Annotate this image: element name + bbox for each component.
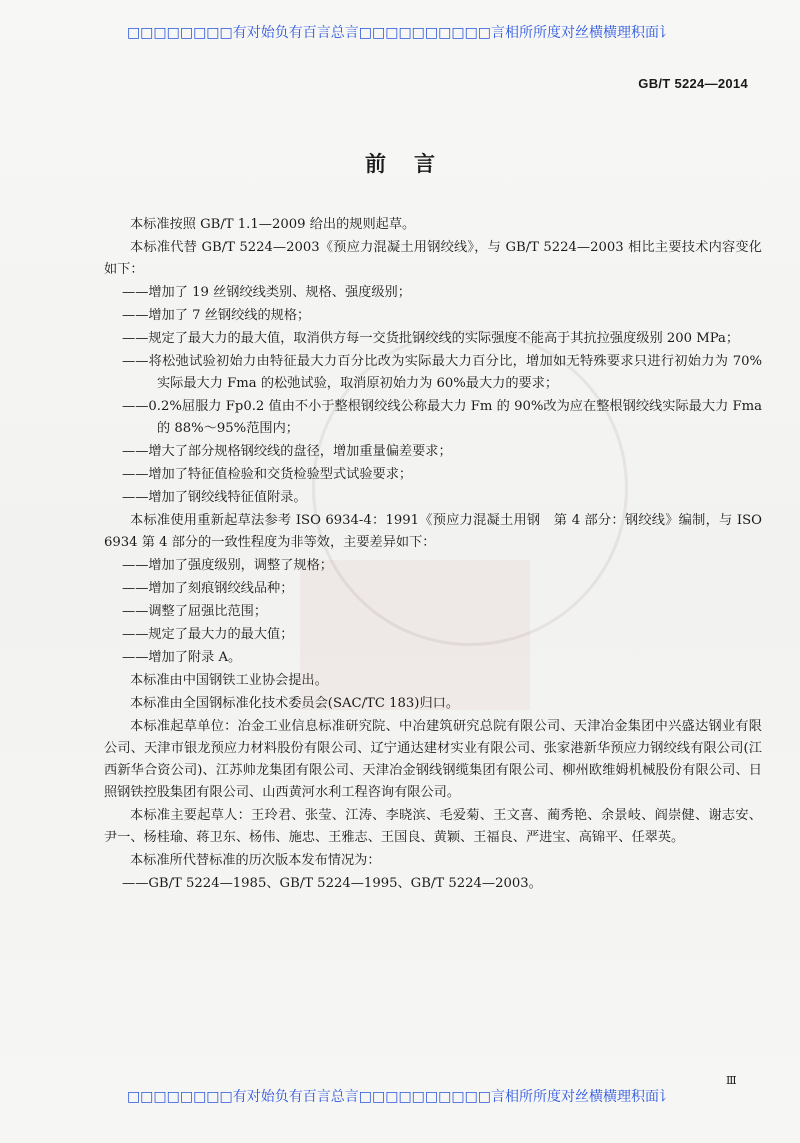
change-item: ——0.2%屈服力 Fp0.2 值由不小于整根钢绞线公称最大力 Fm 的 90%改为应在整根钢绞线实际最大力 Fma 的 88%～95%范围内；: [122, 399, 762, 436]
change-item: ——增加了钢绞线特征值附录。: [122, 490, 307, 505]
change-item: ——将松弛试验初始力由特征最大力百分比改为实际最大力百分比，增加如无特殊要求只进行初始力为 70%实际最大力 Fma 的松弛试验，取消原初始力为 60%最大力的要求；: [122, 354, 762, 391]
paragraph-replacement: 本标准代替 GB/T 5224—2003《预应力混凝土用钢绞线》，与 GB/T 5224—2003 相比主要技术内容变化如下：: [104, 240, 762, 277]
difference-item: ——规定了最大力的最大值；: [122, 627, 294, 642]
standard-code: GB/T 5224—2014: [638, 76, 748, 91]
difference-item: ——调整了屈强比范围；: [122, 604, 268, 619]
paragraph-drafting-units: 本标准起草单位：冶金工业信息标准研究院、中冶建筑研究总院有限公司、天津冶金集团中兴盛达钢业有限公司、天津市银龙预应力材料股份有限公司、辽宁通达建材实业有限公司、张家港新华预应力钢绞线有限公司(江西新华合资公司)、江苏帅龙集团有限公司、天津冶金钢线钢缆集团有限公司、柳州欧维姆机械股份有限公司、日照钢铁控股集团有限公司、山西黄河水利工程咨询有限公司。: [104, 719, 762, 800]
paragraph-history: 本标准所代替标准的历次版本发布情况为：: [130, 853, 381, 868]
paragraph-drafters: 本标准主要起草人：王玲君、张莹、江涛、李晓滨、毛爱菊、王文喜、蔺秀艳、余景岐、阎崇健、谢志安、尹一、杨桂瑜、蒋卫东、杨伟、施忠、王雅志、王国良、黄颖、王福良、严进宝、高锦平、任翠英。: [104, 808, 762, 845]
paragraph-iso-reference: 本标准使用重新起草法参考 ISO 6934-4：1991《预应力混凝土用钢 第 4 部分：钢绞线》编制，与 ISO 6934 第 4 部分的一致性程度为非等效，主要差异如下：: [104, 513, 762, 550]
change-item: ——增加了 19 丝钢绞线类别、规格、强度级别；: [122, 285, 411, 300]
page-number: Ⅲ: [726, 1075, 737, 1087]
change-item: ——增加了特征值检验和交货检验型式试验要求；: [122, 467, 413, 482]
top-garbled-banner: □□□□□□□□有对始负有百言总言□□□□□□□□□□言相所所度对丝横横理积面讠: [126, 25, 674, 41]
change-item: ——增大了部分规格钢绞线的盘径，增加重量偏差要求；: [122, 444, 452, 459]
difference-item: ——增加了附录 A。: [122, 650, 242, 665]
foreword-body: [104, 214, 762, 896]
bottom-garbled-banner: □□□□□□□□有对始负有百言总言□□□□□□□□□□言相所所度对丝横横理积面讠: [126, 1089, 674, 1105]
change-item: ——增加了 7 丝钢绞线的规格；: [122, 308, 311, 323]
difference-item: ——增加了刻痕钢绞线品种；: [122, 581, 294, 596]
history-item: ——GB/T 5224—1985、GB/T 5224—1995、GB/T 5224—2003。: [122, 876, 542, 891]
paragraph-administered-by: 本标准由全国钢标准化技术委员会(SAC/TC 183)归口。: [130, 696, 460, 711]
paragraph-proposed-by: 本标准由中国钢铁工业协会提出。: [130, 673, 328, 688]
difference-item: ——增加了强度级别，调整了规格；: [122, 558, 333, 573]
page-title: 前言: [365, 152, 463, 176]
change-item: ——规定了最大力的最大值，取消供方每一交货批钢绞线的实际强度不能高于其抗拉强度级别 200 MPa；: [122, 331, 740, 346]
paragraph-drafting-rules: 本标准按照 GB/T 1.1—2009 给出的规则起草。: [130, 217, 416, 232]
